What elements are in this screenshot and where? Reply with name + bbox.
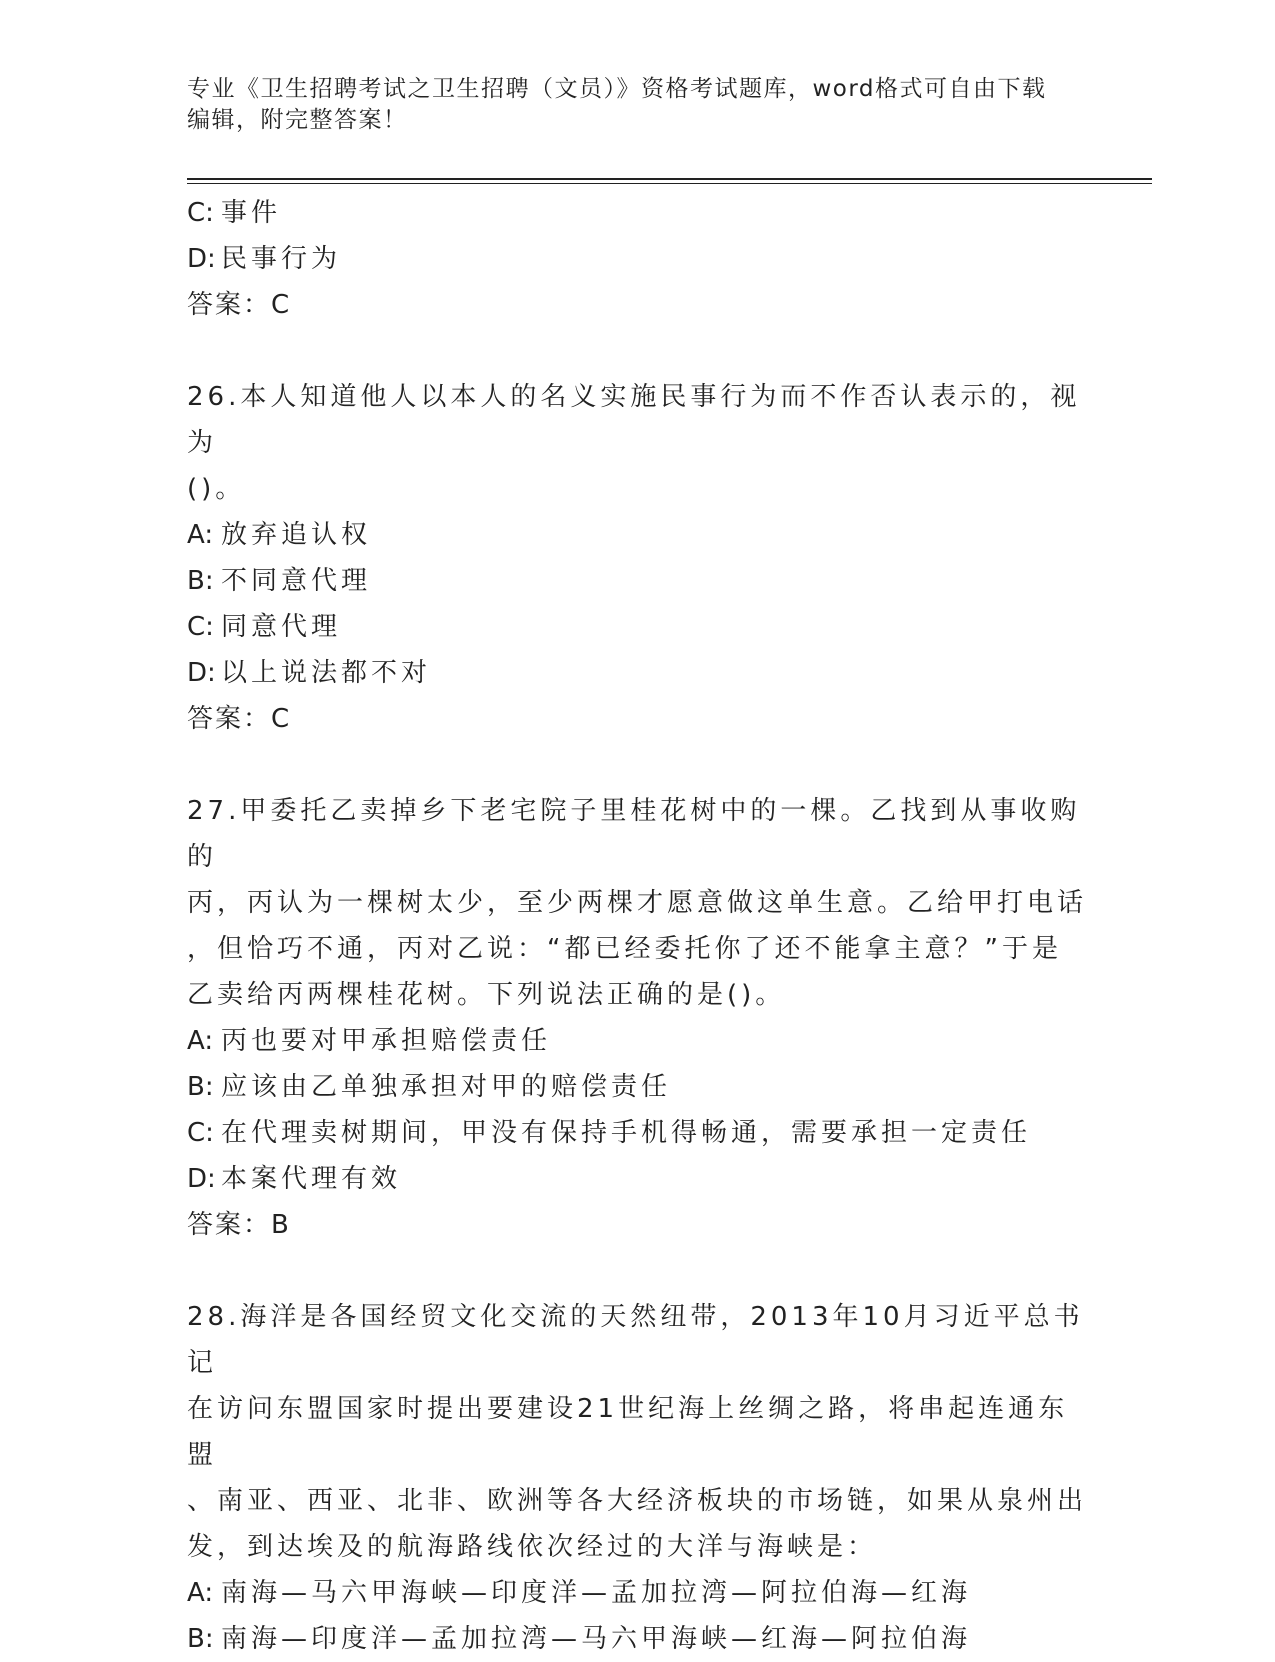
option-d xyxy=(187,650,1087,696)
page-header xyxy=(187,74,1067,136)
header-line-1: 专业《卫生招聘考试之卫生招聘（文员）》资格考试题库，word格式可自由下载 xyxy=(187,76,1047,102)
question-stem xyxy=(187,1294,1087,1570)
option-letter: B: xyxy=(187,566,214,596)
option-letter: D: xyxy=(187,244,216,274)
option-a xyxy=(187,1018,1087,1064)
option-letter: B: xyxy=(187,1072,214,1102)
option-letter: A: xyxy=(187,520,214,550)
question-26 xyxy=(187,374,1087,742)
stem-line: 27.甲委托乙卖掉乡下老宅院子里桂花树中的一棵。乙找到从事收购的 xyxy=(187,796,1081,872)
header-line-2: 编辑，附完整答案！ xyxy=(187,107,408,133)
answer-line: 答案：C xyxy=(187,704,292,734)
option-text: 南海—马六甲海峡—印度洋—孟加拉湾—阿拉伯海—红海 xyxy=(221,1578,972,1608)
option-b xyxy=(187,558,1087,604)
option-text: 在代理卖树期间，甲没有保持手机得畅通，需要承担一定责任 xyxy=(221,1118,1032,1148)
question-stem xyxy=(187,374,1087,512)
stem-line: 28.海洋是各国经贸文化交流的天然纽带，2013年10月习近平总书记 xyxy=(187,1302,1084,1378)
question-stem xyxy=(187,788,1087,1018)
option-letter: C: xyxy=(187,1118,214,1148)
option-letter: D: xyxy=(187,1164,216,1194)
option-d xyxy=(187,1156,1087,1202)
option-c xyxy=(187,1110,1087,1156)
option-d xyxy=(187,236,1087,282)
stem-line: 发，到达埃及的航海路线依次经过的大洋与海峡是： xyxy=(187,1532,878,1562)
option-letter: B: xyxy=(187,1624,214,1654)
option-text: 事件 xyxy=(221,198,282,228)
option-text: 以上说法都不对 xyxy=(221,658,432,688)
stem-line: 、南亚、西亚、北非、欧洲等各大经济板块的市场链，如果从泉州出 xyxy=(187,1486,1088,1516)
option-letter: A: xyxy=(187,1578,214,1608)
stem-line: 丙，丙认为一棵树太少，至少两棵才愿意做这单生意。乙给甲打电话 xyxy=(187,888,1088,918)
stem-line: 26.本人知道他人以本人的名义实施民事行为而不作否认表示的，视为 xyxy=(187,382,1081,458)
option-text: 放弃追认权 xyxy=(221,520,372,550)
answer-line: 答案：C xyxy=(187,290,292,320)
option-text: 民事行为 xyxy=(221,244,342,274)
stem-line: ，但恰巧不通，丙对乙说：“都已经委托你了还不能拿主意？”于是 xyxy=(187,934,1062,964)
answer-line: 答案：B xyxy=(187,1210,291,1240)
option-letter: C: xyxy=(187,612,214,642)
option-text: 不同意代理 xyxy=(221,566,372,596)
option-c xyxy=(187,604,1087,650)
option-a xyxy=(187,1570,1087,1616)
option-text: 同意代理 xyxy=(221,612,342,642)
option-text: 丙也要对甲承担赔偿责任 xyxy=(221,1026,552,1056)
option-b xyxy=(187,1616,1087,1662)
option-text: 南海—印度洋—孟加拉湾—马六甲海峡—红海—阿拉伯海 xyxy=(221,1624,972,1654)
option-text: 本案代理有效 xyxy=(221,1164,402,1194)
stem-line: 乙卖给丙两棵桂花树。下列说法正确的是()。 xyxy=(187,980,786,1010)
option-a xyxy=(187,512,1087,558)
stem-line: ()。 xyxy=(187,474,246,504)
option-letter: C: xyxy=(187,198,214,228)
option-letter: D: xyxy=(187,658,216,688)
question-25-continued xyxy=(187,190,1087,328)
option-c xyxy=(187,190,1087,236)
option-text: 应该由乙单独承担对甲的赔偿责任 xyxy=(221,1072,672,1102)
option-b xyxy=(187,1064,1087,1110)
question-list xyxy=(187,190,1087,1662)
question-27 xyxy=(187,788,1087,1248)
option-letter: A: xyxy=(187,1026,214,1056)
header-divider-thin xyxy=(187,183,1152,184)
header-divider-thick xyxy=(187,178,1152,180)
stem-line: 在访问东盟国家时提出要建设21世纪海上丝绸之路，将串起连通东盟 xyxy=(187,1394,1069,1470)
question-28 xyxy=(187,1294,1087,1662)
